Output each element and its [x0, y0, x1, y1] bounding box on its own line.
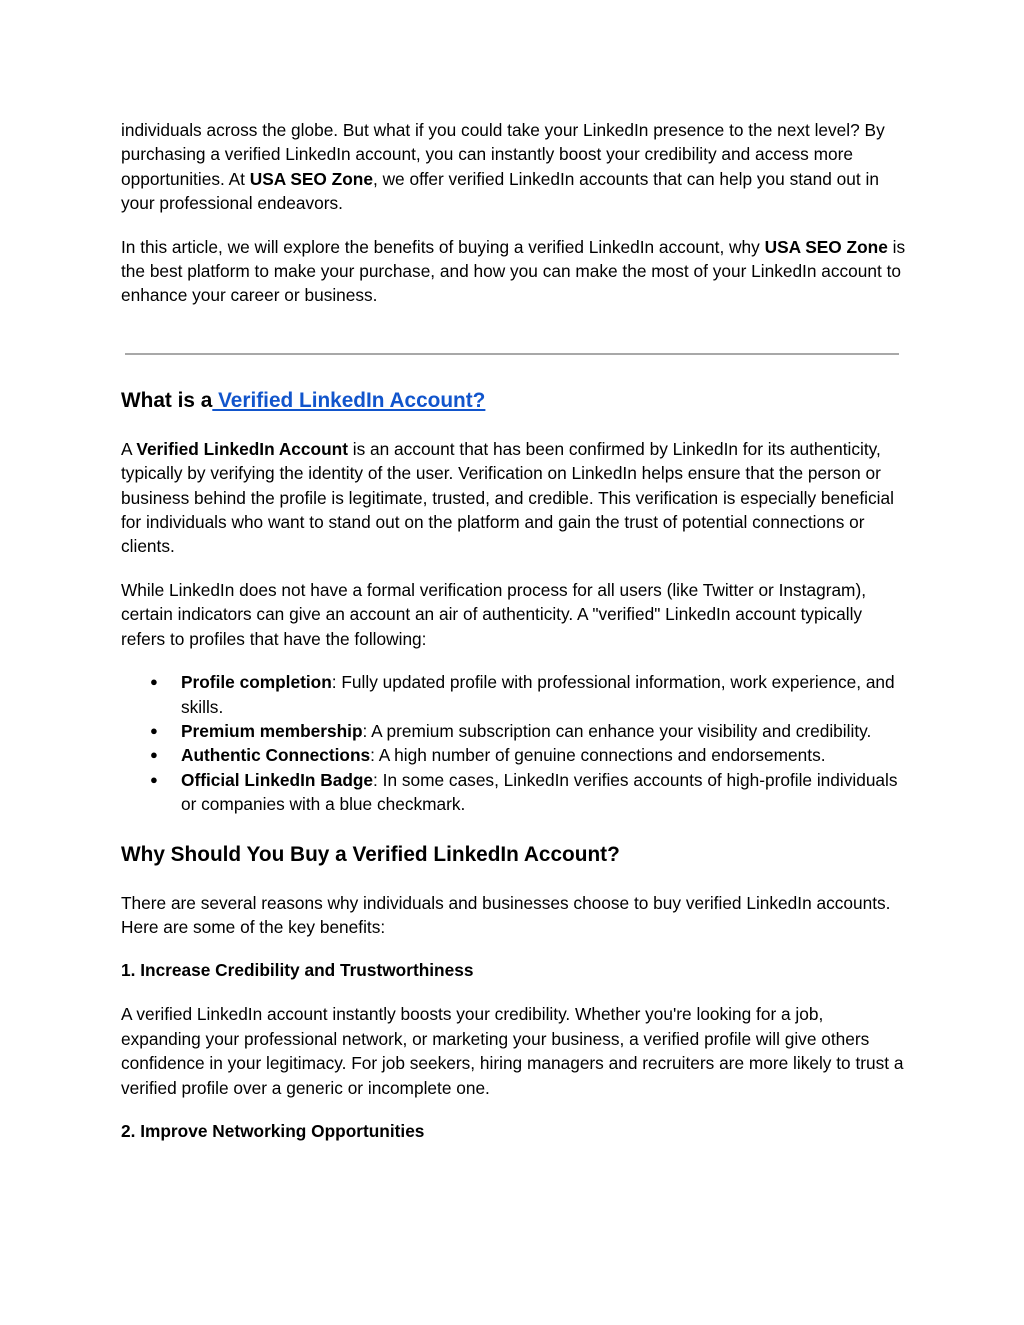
bullet-icon: ●: [150, 722, 158, 738]
brand-name: USA SEO Zone: [764, 236, 888, 257]
list-item-text: : In some cases, LinkedIn verifies accounts of high-profile individuals or companies with a blue checkmark.: [181, 769, 898, 815]
brand-name: USA SEO Zone: [249, 168, 373, 189]
intro-paragraph-2: [121, 235, 907, 308]
list-item-text: : A high number of genuine connections and endorsements.: [370, 745, 826, 766]
list-item: [121, 743, 907, 767]
horizontal-divider: [125, 353, 899, 355]
document-page: [121, 118, 907, 1143]
reasons-paragraph: There are several reasons why individuals and businesses choose to buy verified LinkedIn accounts. Here are some of the key benefits:: [121, 892, 891, 937]
paragraph-text: is an account that has been confirmed by LinkedIn for its authenticity, typically by verifying the identity of the user. Verification on LinkedIn helps ensure that the person or business behind the profile is legitimate, trusted, and credible. This verification is especially beneficial for individuals who want to stand out on the platform and gain the trust of potential connections or clients.: [121, 438, 894, 557]
indicators-paragraph: While LinkedIn does not have a formal verification process for all users (like Twitter or Instagram), certain indicators can give an account an air of authenticity. A "verified" LinkedIn account typically refers to profiles that have the following:: [121, 579, 867, 649]
bullet-icon: ●: [150, 674, 158, 690]
indicators-list: [121, 670, 907, 816]
intro-text: In this article, we will explore the benefits of buying a verified LinkedIn account, why: [121, 236, 765, 257]
list-item-text: : Fully updated profile with professional information, work experience, and skills.: [181, 672, 895, 717]
verified-linkedin-account-link[interactable]: Verified LinkedIn Account?: [212, 388, 486, 412]
list-item-term: Authentic Connections: [181, 745, 371, 766]
list-item-text: : A premium subscription can enhance your visibility and credibility.: [362, 720, 872, 741]
subheading-networking: 2. Improve Networking Opportunities: [121, 1120, 425, 1141]
list-item: [121, 768, 907, 817]
list-item-term: Premium membership: [181, 720, 363, 741]
heading-text: What is a: [121, 388, 213, 412]
definition-paragraph: [121, 437, 907, 559]
bullet-icon: ●: [150, 771, 158, 787]
intro-text: is the best platform to make your purchase, and how you can make the most of your LinkedIn account to enhance your career or business.: [121, 236, 906, 306]
list-item: [121, 719, 907, 743]
credibility-paragraph: A verified LinkedIn account instantly boosts your credibility. Whether you're looking for a job, expanding your professional network, or marketing your business, a verified profile will give others confidence in your legitimacy. For job seekers, hiring managers and recruiters are more likely to trust a verified profile over a generic or incomplete one.: [121, 1004, 904, 1098]
section-heading-what-is: [121, 387, 907, 415]
bullet-icon: ●: [150, 747, 158, 763]
section-heading-why-buy: Why Should You Buy a Verified LinkedIn Account?: [121, 842, 620, 866]
intro-paragraph-1: [121, 118, 907, 216]
list-item: [121, 670, 907, 719]
intro-text: individuals across the globe. But what if you could take your LinkedIn presence to the next level? By purchasing a verified LinkedIn account, you can instantly boost your credibility and access more opportunities. At: [121, 120, 885, 189]
paragraph-text: A: [121, 438, 137, 459]
bold-term: Verified LinkedIn Account: [136, 438, 348, 459]
subheading-credibility: 1. Increase Credibility and Trustworthiness: [121, 960, 474, 981]
intro-text: , we offer verified LinkedIn accounts that can help you stand out in your professional endeavors.: [121, 168, 879, 214]
list-item-term: Official LinkedIn Badge: [181, 769, 374, 790]
list-item-term: Profile completion: [181, 672, 332, 693]
